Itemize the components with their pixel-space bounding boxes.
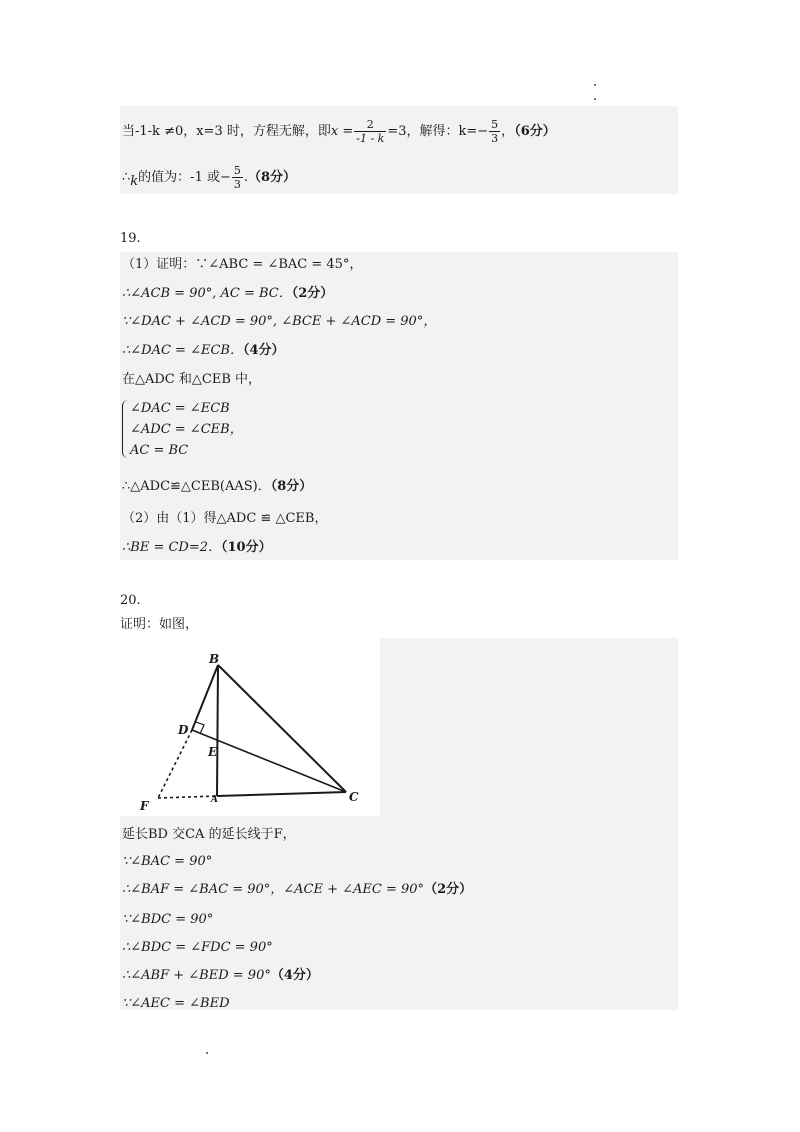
s20-line4: ∵∠BDC = 90° <box>122 912 214 927</box>
s20-line1: 延长BD 交CA 的延长线于F， <box>122 827 296 842</box>
label-F: F <box>140 799 149 813</box>
s19-line2: ∴∠ACB = 90°, AC = BC．（2分） <box>122 286 334 301</box>
label-E: E <box>208 745 218 759</box>
triangle-diagram <box>120 638 380 816</box>
system-eq3: AC = BC <box>130 443 189 458</box>
fraction-5-3-b: $\frac{5}{3}$ <box>233 164 241 191</box>
score: （2分） <box>291 286 334 301</box>
segment-BD <box>192 665 218 730</box>
section20-intro: 证明：如图， <box>120 617 199 632</box>
score: （6分） <box>514 124 556 139</box>
section18-line1: 当-1-k ≠0，x=3 时，方程无解，即x = $\frac{2}{-1 - k}$ =3，解得：k=− $\frac{5}{3}$ ，（6分） <box>122 118 556 145</box>
score: （2分） <box>424 882 473 897</box>
segment-BC <box>218 665 346 792</box>
section19-number: 19. <box>120 231 141 246</box>
s20-line7: ∵∠AEC = ∠BED <box>122 996 230 1011</box>
score: （10分） <box>221 540 272 555</box>
score: （4分） <box>270 968 319 983</box>
s19-line5: 在△ADC 和△CEB 中， <box>122 372 262 387</box>
s20-line3: ∴∠BAF = ∠BAC = 90°，∠ACE + ∠AEC = 90°（2分） <box>122 882 473 897</box>
top-dot-1 <box>594 84 596 86</box>
score: （8分） <box>270 479 313 494</box>
fraction-5-3: $\frac{5}{3}$ <box>491 118 499 145</box>
s20-line2: ∵∠BAC = 90° <box>122 854 213 869</box>
s20-line6: ∴∠ABF + ∠BED = 90°（4分） <box>122 968 319 983</box>
geometry-figure <box>120 638 380 816</box>
section20-number: 20. <box>120 593 141 608</box>
s19-line1: （1）证明：∵∠ABC = ∠BAC = 45°， <box>122 257 363 272</box>
top-dot-2 <box>594 98 596 100</box>
s19-line3: ∵∠DAC + ∠ACD = 90°, ∠BCE + ∠ACD = 90°， <box>122 314 437 329</box>
segment-FA-dashed <box>158 796 217 798</box>
s19-line4: ∴∠DAC = ∠ECB．（4分） <box>122 343 285 358</box>
score: （4分） <box>242 343 285 358</box>
bottom-dot <box>206 1052 208 1054</box>
system-brace <box>122 400 129 458</box>
segment-AC <box>217 792 346 796</box>
label-D: D <box>178 723 189 737</box>
system-eq1: ∠DAC = ∠ECB <box>130 401 230 416</box>
section18-line2: ∴k的值为：-1 或− $\frac{5}{3}$ .（8分） <box>122 164 297 191</box>
s19-line7: （2）由（1）得△ADC ≌ △CEB， <box>122 511 328 526</box>
segment-DC <box>192 730 346 792</box>
s19-line8: ∴BE = CD=2．（10分） <box>122 540 272 555</box>
s19-line6: ∴△ADC≌△CEB(AAS)．（8分） <box>122 479 313 494</box>
segment-DF-dashed <box>158 730 192 798</box>
label-B: B <box>209 652 220 666</box>
label-A: A <box>211 795 218 805</box>
fraction-2-over: $\frac{2}{-1 - k}$ <box>356 118 385 145</box>
s20-line5: ∴∠BDC = ∠FDC = 90° <box>122 940 273 955</box>
segment-BA <box>217 665 218 796</box>
label-C: C <box>349 790 359 804</box>
score: （8分） <box>248 170 297 185</box>
system-eq2: ∠ADC = ∠CEB， <box>130 422 243 437</box>
